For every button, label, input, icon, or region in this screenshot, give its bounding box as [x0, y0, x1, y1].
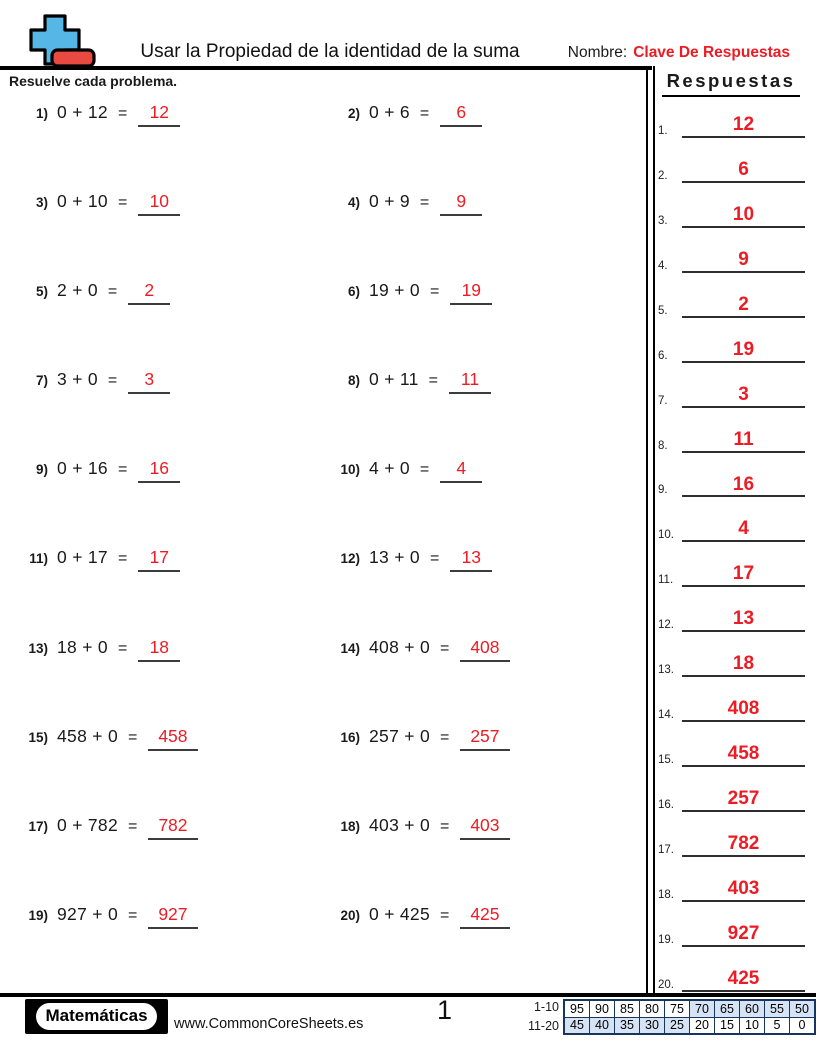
problem-expression: 0 + 12	[57, 102, 108, 122]
answer-blank: 782	[148, 815, 197, 840]
answer-blank: 16	[138, 458, 180, 483]
score-cell: 5	[765, 1017, 790, 1034]
answer-item-value: 3	[682, 385, 805, 408]
problem-row	[326, 96, 650, 185]
answer-blank: 18	[138, 637, 180, 662]
equals-sign: =	[117, 461, 128, 479]
answer-blank: 458	[148, 726, 197, 751]
problem-number: 19)	[28, 907, 48, 923]
answer-item-number: 7.	[658, 394, 668, 407]
problem-expression: 4 + 0	[369, 458, 410, 479]
answer-item-number: 19.	[658, 933, 674, 946]
problem-number: 10)	[340, 462, 360, 478]
answer-item-number: 11.	[658, 574, 674, 587]
problem-number: 17)	[28, 818, 48, 834]
answer-item-number: 5.	[658, 304, 668, 317]
footer-divider	[0, 993, 816, 997]
answer-item	[653, 363, 811, 408]
answer-item-number: 3.	[658, 214, 668, 227]
brand-box	[25, 999, 168, 1034]
website-url: www.CommonCoreSheets.es	[174, 1016, 364, 1032]
problem-expression: 18 + 0	[57, 636, 108, 657]
equals-sign: =	[117, 639, 128, 657]
problem-row	[326, 898, 650, 987]
answers-list	[653, 93, 811, 992]
answer-item-value: 408	[682, 699, 805, 722]
answer-item	[653, 273, 811, 318]
problem-expression: 0 + 6	[369, 102, 410, 122]
problem-row	[14, 898, 326, 987]
score-cell: 90	[590, 1000, 615, 1017]
problem-number: 9)	[35, 462, 48, 478]
answer-blank: 6	[440, 102, 482, 127]
equals-sign: =	[419, 461, 430, 479]
score-cell: 30	[640, 1017, 665, 1034]
problem-expression: 0 + 9	[369, 191, 410, 212]
answer-blank: 13	[450, 547, 492, 572]
problem-row	[14, 96, 326, 185]
equals-sign: =	[127, 906, 138, 924]
equals-sign: =	[419, 194, 430, 212]
answer-item-value: 10	[682, 205, 805, 228]
score-cell: 35	[615, 1017, 640, 1034]
answer-item-value: 16	[682, 475, 805, 498]
answer-item	[653, 632, 811, 677]
problem-expression: 0 + 16	[57, 458, 108, 479]
answer-blank: 408	[460, 637, 509, 662]
problem-expression: 257 + 0	[369, 725, 430, 746]
answer-item-value: 6	[682, 160, 805, 183]
answer-item-number: 4.	[658, 259, 668, 272]
answer-item-value: 12	[682, 115, 805, 138]
answer-item	[653, 93, 811, 138]
answer-item	[653, 947, 811, 992]
problem-number: 1)	[35, 106, 48, 121]
answer-item	[653, 453, 811, 498]
equals-sign: =	[429, 550, 440, 568]
answer-item-value: 4	[682, 519, 805, 542]
answers-panel-title: Respuestas	[662, 70, 800, 97]
problem-row	[326, 541, 650, 630]
problem-row	[14, 452, 326, 541]
problem-row	[14, 185, 326, 274]
answer-item-number: 18.	[658, 888, 674, 901]
score-cell: 15	[715, 1017, 740, 1034]
problem-number: 6)	[347, 284, 360, 300]
problem-expression: 458 + 0	[57, 725, 118, 746]
answer-item-value: 13	[682, 609, 805, 632]
problem-number: 16)	[340, 729, 360, 745]
score-cell: 55	[765, 1000, 790, 1017]
answer-blank: 403	[460, 815, 509, 840]
answer-item-value: 11	[682, 430, 805, 453]
problem-row	[14, 363, 326, 452]
equals-sign: =	[107, 283, 118, 301]
score-cell: 0	[790, 1017, 816, 1034]
answer-key-label: Clave De Respuestas	[633, 44, 790, 61]
page-title: Usar la Propiedad de la identidad de la suma	[140, 41, 520, 62]
answer-item-number: 14.	[658, 709, 674, 722]
answer-item	[653, 587, 811, 632]
problem-expression: 403 + 0	[369, 814, 430, 835]
answer-item-number: 1.	[658, 124, 668, 137]
equals-sign: =	[439, 817, 450, 835]
answer-item	[653, 318, 811, 363]
problem-number: 13)	[28, 640, 48, 656]
answer-item-value: 18	[682, 654, 805, 677]
score-cell: 10	[740, 1017, 765, 1034]
answer-item	[653, 722, 811, 767]
equals-sign: =	[127, 817, 138, 835]
answer-item	[653, 767, 811, 812]
answer-item-value: 257	[682, 789, 805, 812]
answer-blank: 425	[460, 904, 509, 929]
score-cell: 65	[715, 1000, 740, 1017]
answer-item-value: 403	[682, 879, 805, 902]
problem-number: 20)	[340, 907, 360, 923]
problem-expression: 0 + 425	[369, 903, 430, 924]
problem-expression: 408 + 0	[369, 636, 430, 657]
answer-item-value: 2	[682, 295, 805, 318]
score-row-label: 11-20	[527, 1019, 559, 1033]
problem-row	[326, 631, 650, 720]
answer-blank: 12	[138, 102, 180, 127]
problems-grid	[14, 96, 650, 987]
score-cell: 40	[590, 1017, 615, 1034]
answer-blank: 927	[148, 904, 197, 929]
equals-sign: =	[439, 639, 450, 657]
answer-item	[653, 857, 811, 902]
answer-blank: 9	[440, 191, 482, 216]
answer-item-value: 425	[682, 969, 805, 992]
answer-blank: 3	[128, 369, 170, 394]
answer-item-value: 458	[682, 744, 805, 767]
score-cell: 85	[615, 1000, 640, 1017]
answer-item-number: 9.	[658, 484, 668, 497]
problem-expression: 19 + 0	[369, 280, 420, 301]
answer-item	[653, 812, 811, 857]
problem-expression: 0 + 11	[369, 369, 419, 390]
answer-item-number: 8.	[658, 439, 668, 452]
problem-number: 3)	[35, 195, 48, 211]
score-cell: 60	[740, 1000, 765, 1017]
answer-item	[653, 542, 811, 587]
answer-item	[653, 228, 811, 273]
answer-blank: 257	[460, 726, 509, 751]
brand-logo: Matemáticas	[36, 1003, 156, 1030]
answer-blank: 10	[138, 191, 180, 216]
equals-sign: =	[107, 372, 118, 390]
page-number: 1	[437, 995, 453, 1025]
score-labels	[528, 999, 563, 1035]
score-cell: 25	[665, 1017, 690, 1034]
score-cell: 80	[640, 1000, 665, 1017]
footer	[0, 995, 816, 1036]
answer-item-number: 20.	[658, 978, 674, 991]
answer-blank: 19	[450, 280, 492, 305]
answer-item	[653, 138, 811, 183]
equals-sign: =	[429, 283, 440, 301]
problem-row	[14, 720, 326, 809]
equals-sign: =	[127, 728, 138, 746]
problem-row	[14, 809, 326, 898]
score-row-label: 1-10	[533, 1000, 559, 1014]
problem-number: 7)	[35, 373, 48, 389]
equals-sign: =	[428, 372, 438, 390]
problem-row	[326, 452, 650, 541]
answer-item-number: 13.	[658, 664, 674, 677]
answer-item-number: 2.	[658, 169, 668, 182]
answer-blank: 17	[138, 547, 180, 572]
answer-item	[653, 902, 811, 947]
answer-item-number: 16.	[658, 799, 674, 811]
problem-number: 5)	[35, 284, 48, 300]
answer-item-value: 927	[682, 924, 805, 947]
score-cell: 95	[564, 1000, 590, 1017]
problem-expression: 13 + 0	[369, 547, 420, 568]
problem-number: 4)	[347, 195, 360, 211]
name-block	[568, 44, 790, 62]
problem-number: 8)	[347, 373, 360, 389]
score-cell: 20	[690, 1017, 715, 1034]
equals-sign: =	[419, 105, 430, 122]
answer-item	[653, 677, 811, 722]
problem-row	[326, 720, 650, 809]
score-grid	[563, 999, 816, 1035]
score-cell: 50	[790, 1000, 816, 1017]
problem-expression: 0 + 10	[57, 191, 108, 212]
answer-item-value: 782	[682, 834, 805, 857]
answer-item-value: 19	[682, 340, 805, 363]
problem-expression: 0 + 782	[57, 814, 118, 835]
answer-item-number: 17.	[658, 843, 674, 856]
header-divider	[0, 66, 652, 70]
equals-sign: =	[117, 194, 128, 212]
answer-item-value: 17	[682, 564, 805, 587]
problem-number: 15)	[28, 729, 48, 745]
equals-sign: =	[117, 550, 128, 568]
plus-logo-icon	[22, 12, 98, 70]
equals-sign: =	[439, 728, 450, 746]
problem-expression: 2 + 0	[57, 280, 98, 301]
answer-item-number: 10.	[658, 529, 674, 542]
answer-item	[653, 183, 811, 228]
answer-item-value: 9	[682, 250, 805, 273]
equals-sign: =	[117, 105, 128, 122]
score-cell: 45	[564, 1017, 590, 1034]
problem-number: 18)	[340, 818, 360, 834]
problem-row	[14, 541, 326, 630]
problem-expression: 0 + 17	[57, 547, 108, 568]
answer-blank: 11	[449, 369, 491, 394]
answer-item	[653, 497, 811, 542]
problem-expression: 3 + 0	[57, 369, 98, 390]
answer-item-number: 15.	[658, 754, 674, 767]
score-table	[528, 999, 816, 1035]
problem-row	[326, 363, 650, 452]
name-label: Nombre:	[567, 44, 628, 61]
score-cell: 70	[690, 1000, 715, 1017]
problem-number: 2)	[347, 106, 360, 121]
answer-blank: 2	[128, 280, 170, 305]
answer-item-number: 12.	[658, 619, 674, 632]
problem-row	[14, 274, 326, 363]
problem-row	[326, 185, 650, 274]
score-cell: 75	[665, 1000, 690, 1017]
problem-row	[14, 631, 326, 720]
problem-expression: 927 + 0	[57, 903, 118, 924]
equals-sign: =	[439, 906, 450, 924]
answer-item-number: 6.	[658, 349, 668, 362]
problem-number: 12)	[340, 551, 360, 567]
problem-row	[326, 274, 650, 363]
answer-blank: 4	[440, 458, 482, 483]
problem-number: 11)	[29, 551, 48, 567]
problem-number: 14)	[340, 640, 360, 656]
instruction-text: Resuelve cada problema.	[9, 73, 178, 89]
problem-row	[326, 809, 650, 898]
answer-item	[653, 408, 811, 453]
